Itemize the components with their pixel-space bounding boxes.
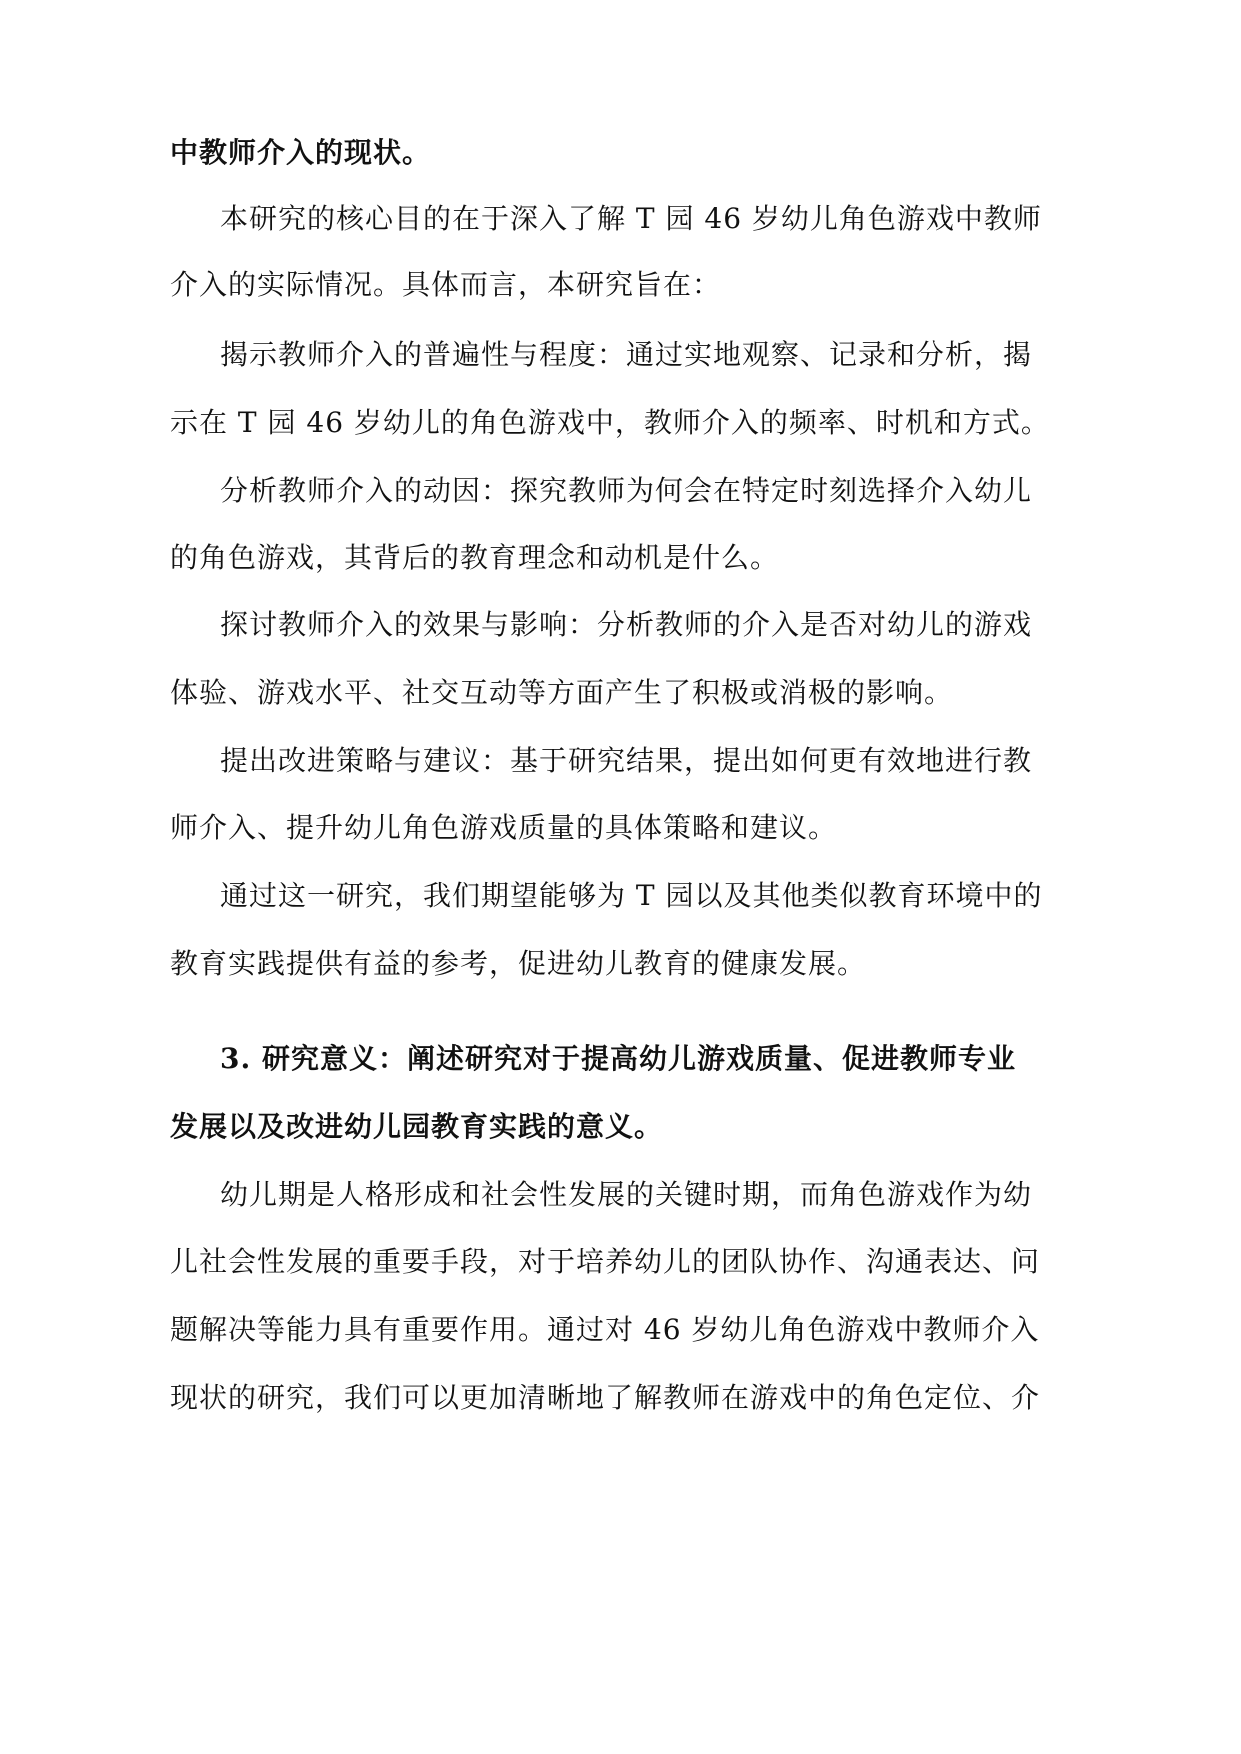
paragraph-first-line: 幼儿期是人格形成和社会性发展的关键时期，而角色游戏作为幼: [220, 1178, 1033, 1211]
text-line: 儿社会性发展的重要手段，对于培养幼儿的团队协作、沟通表达、问: [170, 1245, 1041, 1278]
text-line: 题解决等能力具有重要作用。通过对 46 岁幼儿角色游戏中教师介入: [170, 1313, 1040, 1346]
text-line: 体验、游戏水平、社交互动等方面产生了积极或消极的影响。: [170, 676, 954, 709]
text-line: 介入的实际情况。具体而言，本研究旨在：: [170, 268, 722, 301]
text-line: 师介入、提升幼儿角色游戏质量的具体策略和建议。: [170, 811, 838, 844]
text-line: 的角色游戏，其背后的教育理念和动机是什么。: [170, 541, 780, 574]
paragraph-first-line: 探讨教师介入的效果与影响：分析教师的介入是否对幼儿的游戏: [220, 608, 1033, 641]
text-line: 教育实践提供有益的参考，促进幼儿教育的健康发展。: [170, 947, 867, 980]
paragraph-first-line: 本研究的核心目的在于深入了解 T 园 46 岁幼儿角色游戏中教师: [220, 202, 1042, 235]
paragraph-first-line: 揭示教师介入的普遍性与程度：通过实地观察、记录和分析，揭: [220, 338, 1033, 371]
section-heading: 3. 研究意义：阐述研究对于提高幼儿游戏质量、促进教师专业: [220, 1042, 1016, 1075]
section-heading-continuation: 发展以及改进幼儿园教育实践的意义。: [170, 1110, 664, 1143]
text-line: 现状的研究，我们可以更加清晰地了解教师在游戏中的角色定位、介: [170, 1381, 1041, 1414]
paragraph-first-line: 提出改进策略与建议：基于研究结果，提出如何更有效地进行教: [220, 744, 1033, 777]
paragraph-first-line: 通过这一研究，我们期望能够为 T 园以及其他类似教育环境中的: [220, 879, 1043, 912]
paragraph-first-line: 分析教师介入的动因：探究教师为何会在特定时刻选择介入幼儿: [220, 474, 1033, 507]
text-line: 中教师介入的现状。: [170, 136, 432, 169]
text-line: 示在 T 园 46 岁幼儿的角色游戏中，教师介入的频率、时机和方式。: [170, 406, 1050, 439]
